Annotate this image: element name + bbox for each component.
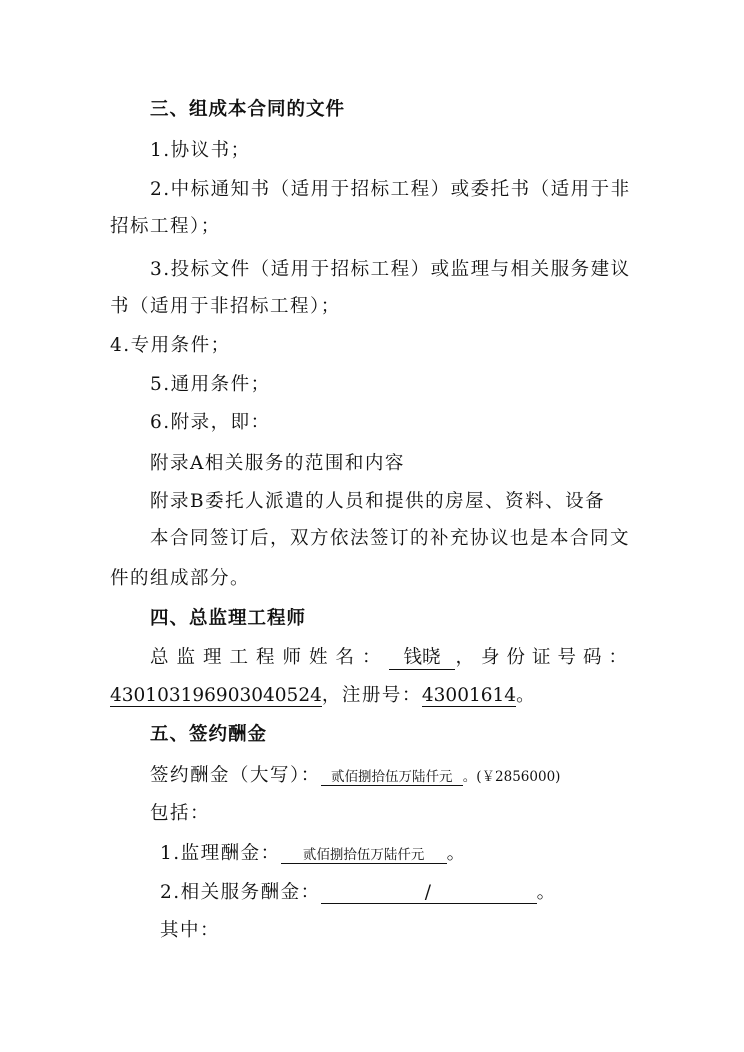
- among-label: 其中：: [160, 920, 221, 941]
- section-3-heading: 三、组成本合同的文件: [150, 99, 346, 120]
- list-item: 件的组成部分。: [110, 568, 251, 589]
- line-end: 。: [516, 685, 537, 706]
- list-item: 本合同签订后，双方依法签订的补充协议也是本合同文: [150, 528, 631, 549]
- supervision-fee-label: 1.监理酬金：: [160, 843, 281, 864]
- list-item: 附录A相关服务的范围和内容: [150, 453, 405, 474]
- related-service-fee-label: 2.相关服务酬金：: [160, 882, 321, 903]
- list-item: 招标工程）；: [110, 216, 221, 237]
- include-label: 包括：: [150, 803, 211, 824]
- supervision-fee-line: [160, 839, 467, 865]
- list-item: 4.专用条件；: [110, 335, 231, 356]
- list-item: 3.投标文件（适用于招标工程）或监理与相关服务建议: [150, 259, 631, 280]
- list-item: 2.中标通知书（适用于招标工程）或委托书（适用于非: [150, 179, 631, 200]
- contract-fee-suffix: 。(￥2856000): [462, 769, 561, 785]
- list-item: 书（适用于非招标工程）；: [110, 296, 341, 317]
- chief-engineer-line: [150, 643, 634, 670]
- contract-fee-label: 签约酬金（大写）：: [150, 765, 321, 786]
- related-service-fee-end: 。: [536, 882, 557, 903]
- supervision-fee-end: 。: [446, 843, 467, 864]
- contract-fee-value: 贰佰捌拾伍万陆仟元: [321, 765, 463, 786]
- list-item: 5.通用条件；: [150, 374, 271, 395]
- related-service-fee-line: [160, 878, 557, 904]
- list-item: 1.协议书；: [150, 140, 251, 161]
- registration-label: ，注册号：: [321, 685, 422, 706]
- supervision-fee-value: 贰佰捌拾伍万陆仟元: [281, 843, 447, 864]
- id-number-value: 430103196903040524: [110, 685, 322, 706]
- list-item: 附录B委托人派遣的人员和提供的房屋、资料、设备: [150, 491, 606, 512]
- chief-name-value: 钱晓: [389, 643, 456, 670]
- chief-name-label: 总监理工程师姓名：: [150, 647, 389, 668]
- id-registration-line: [110, 681, 536, 707]
- contract-fee-line: [150, 761, 560, 787]
- registration-value: 43001614: [421, 685, 517, 706]
- id-number-label: ，身份证号码：: [455, 647, 634, 668]
- related-service-fee-value: /: [321, 882, 537, 904]
- list-item: 6.附录，即：: [150, 412, 271, 433]
- section-5-heading: 五、签约酬金: [150, 724, 268, 745]
- section-4-heading: 四、总监理工程师: [150, 608, 307, 629]
